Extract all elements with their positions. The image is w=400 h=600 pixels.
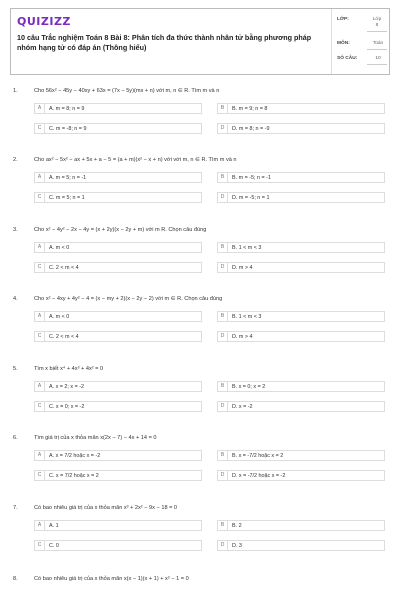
answer-option-c[interactable] [34,470,202,481]
question-text: Có bao nhiêu giá trị của x thỏa mãn x³ + 2x² − 9x − 18 = 0 [34,505,178,511]
option-letter-box: D [218,193,228,202]
answer-option-d[interactable] [217,540,385,551]
option-text: D. m > 4 [232,264,253,271]
option-text: A. m = 5; n = -1 [49,174,87,181]
option-letter-box: B [218,243,228,252]
question-number: 6. [13,435,18,441]
question-text: Cho 56x² − 45y − 40xy + 63x = (7x − 5y)(mx + n) với m, n ∈ R. Tìm m và n [34,88,220,94]
option-text: B. 2 [232,522,242,529]
answer-option-d[interactable] [217,401,385,412]
option-text: C. m = 5; n = 1 [49,194,85,201]
option-letter-box: A [35,382,45,391]
option-text: B. m = -5; n = -1 [232,174,271,181]
answer-option-a[interactable] [34,381,202,392]
answer-option-b[interactable] [217,381,385,392]
answer-option-b[interactable] [217,172,385,183]
option-text: D. m = -5; n = 1 [232,194,270,201]
option-letter-box: A [35,451,45,460]
worksheet-header [10,8,390,75]
answer-option-a[interactable] [34,311,202,322]
option-letter-box: C [35,471,45,480]
option-letter-box: A [35,243,45,252]
count-value: 10 [375,56,381,61]
answer-option-c[interactable] [34,331,202,342]
subject-label: MÔN: [337,41,350,46]
class-underline [367,31,387,32]
question-text: Cho x² − 4y² − 2x − 4y = (x + 2y)(x − 2y + m) với m R. Chọn câu đúng [34,227,207,233]
option-text: A. m < 0 [49,244,70,251]
question-text: Cho x² − 4xy + 4y² − 4 = (x − my + 2)(x − 2y − 2) với m ∈ R. Chọn câu đúng [34,296,223,302]
answer-option-c[interactable] [34,540,202,551]
answer-option-a[interactable] [34,520,202,531]
option-letter-box: D [218,402,228,411]
count-underline [367,64,387,65]
option-letter-box: C [35,332,45,341]
answer-option-d[interactable] [217,262,385,273]
option-text: D. m > 4 [232,333,253,340]
option-letter-box: A [35,312,45,321]
answer-option-d[interactable] [217,470,385,481]
question-number: 4. [13,296,18,302]
answer-option-c[interactable] [34,262,202,273]
option-letter-box: D [218,124,228,133]
option-text: B. 1 < m < 3 [232,313,262,320]
option-letter-box: C [35,402,45,411]
class-label: LỚP: [337,17,349,22]
option-text: A. m = 8; n = 9 [49,105,85,112]
option-text: D. x = -7/2 hoặc x = -2 [232,472,286,479]
option-letter-box: D [218,471,228,480]
answer-option-a[interactable] [34,242,202,253]
option-text: B. x = 0; x = 2 [232,383,266,390]
option-letter-box: A [35,104,45,113]
question-text: Tìm x biết x⁴ + 4x³ + 4x² = 0 [34,366,104,372]
option-text: C. x = 7/2 hoặc x = 2 [49,472,99,479]
option-letter-box: B [218,382,228,391]
option-letter-box: B [218,312,228,321]
header-divider [331,9,332,74]
option-text: B. 1 < m < 3 [232,244,262,251]
option-letter-box: C [35,124,45,133]
class-value: Lớp 8 [372,17,382,28]
option-text: A. 1 [49,522,59,529]
option-text: A. x = 2; x = -2 [49,383,85,390]
answer-option-c[interactable] [34,192,202,203]
subject-underline [367,49,387,50]
answer-option-d[interactable] [217,192,385,203]
answer-option-b[interactable] [217,242,385,253]
option-letter-box: C [35,193,45,202]
option-letter-box: C [35,541,45,550]
answer-option-c[interactable] [34,123,202,134]
answer-option-d[interactable] [217,331,385,342]
option-text: C. m = -8; n = 9 [49,125,87,132]
quizizz-logo: QUIZIZZ [17,15,71,28]
option-text: D. m = 8; n = -9 [232,125,270,132]
option-letter-box: D [218,541,228,550]
option-text: B. x = -7/2 hoặc x = 2 [232,452,284,459]
answer-option-b[interactable] [217,450,385,461]
worksheet-title: 10 câu Trắc nghiệm Toán 8 Bài 8: Phân tích đa thức thành nhân tử bằng phương pháp nhóm hạng tử có đáp án (Thông hiểu) [17,33,312,52]
question-number: 3. [13,227,18,233]
answer-option-c[interactable] [34,401,202,412]
option-text: A. x = 7/2 hoặc x = -2 [49,452,101,459]
option-text: A. m < 0 [49,313,70,320]
question-number: 5. [13,366,18,372]
option-text: D. 3 [232,542,242,549]
option-letter-box: C [35,263,45,272]
answer-option-a[interactable] [34,172,202,183]
answer-option-b[interactable] [217,103,385,114]
answer-option-a[interactable] [34,450,202,461]
question-text: Có bao nhiêu giá trị của x thỏa mãn x(x − 1)(x + 1) + x² − 1 = 0 [34,576,189,582]
question-number: 2. [13,157,18,163]
question-text: Cho ax² − 5x² − ax + 5x + a − 5 = (a + m)(x² − x + n) với với m, n ∈ R. Tìm m và n [34,157,237,163]
answer-option-a[interactable] [34,103,202,114]
answer-option-b[interactable] [217,311,385,322]
answer-option-b[interactable] [217,520,385,531]
question-text: Tìm giá trị của x thỏa mãn x(2x − 7) − 4x + 14 = 0 [34,435,157,441]
option-letter-box: B [218,521,228,530]
option-text: C. 0 [49,542,59,549]
option-text: D. x = -2 [232,403,253,410]
option-letter-box: B [218,451,228,460]
option-letter-box: D [218,332,228,341]
option-text: C. 2 < m < 4 [49,333,79,340]
question-number: 1. [13,88,18,94]
option-letter-box: B [218,173,228,182]
option-text: C. 2 < m < 4 [49,264,79,271]
subject-value: Toán [372,41,384,46]
option-letter-box: D [218,263,228,272]
answer-option-d[interactable] [217,123,385,134]
option-letter-box: B [218,104,228,113]
option-letter-box: A [35,173,45,182]
question-number: 7. [13,505,18,511]
option-text: C. x = 0; x = -2 [49,403,85,410]
option-letter-box: A [35,521,45,530]
option-text: B. m = 9; n = 8 [232,105,268,112]
question-number: 8. [13,576,18,582]
count-label: SỐ CÂU: [337,56,358,61]
